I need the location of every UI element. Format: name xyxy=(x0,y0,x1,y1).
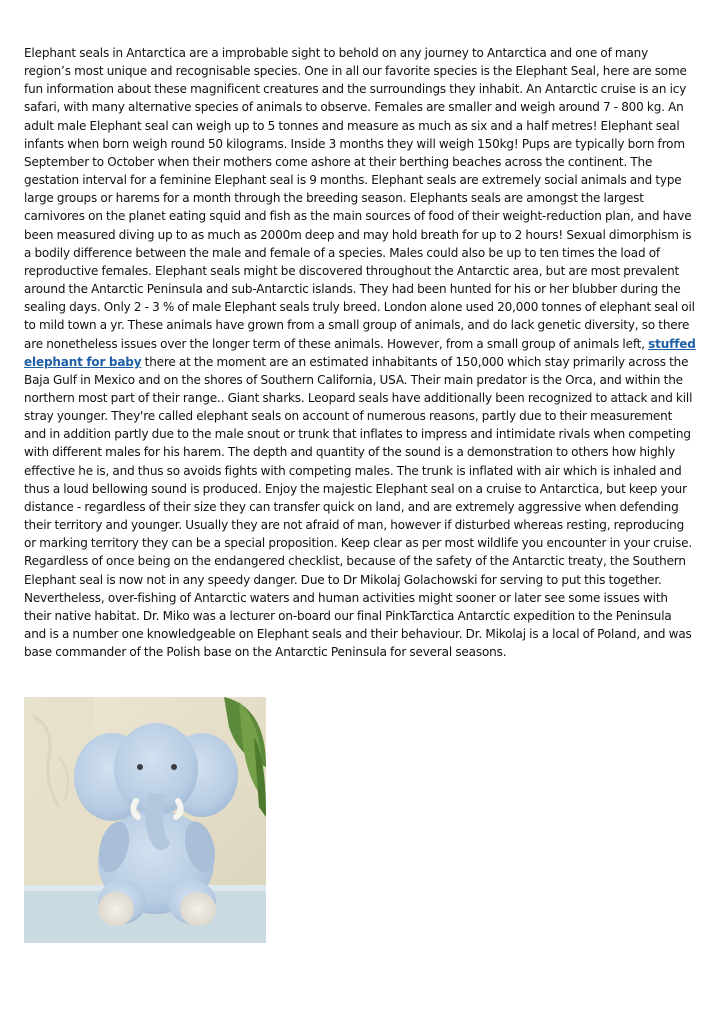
article-paragraph xyxy=(24,44,696,661)
article-text-after-link: there at the moment are an estimated inhabitants of 150,000 which stay primarily across the Baja Gulf in Mexico and on the shores of Southern California, USA. Their main predator is the Orca, and within the northern most part of their range.. Giant sharks. Leopard seals have additionally been recognized to attack and kill stray younger. They're called elephant seals on account of numerous reasons, partly due to their measurement and in addition partly due to the male snout or trunk that inflates to impress and intimidate rivals when competing with different males for his harem. The depth and quantity of the sound is a demonstration to others how highly effective he is, and thus so avoids fights with competing males. The trunk is inflated with air which is inhaled and thus a loud bellowing sound is produced. Enjoy the majestic Elephant seal on a cruise to Antarctica, but keep your distance - regardless of their size they can transfer quick on land, and are extremely aggressive when defending their territory and younger. Usually they are not afraid of man, however if disturbed whereas resting, reproducing or marking territory they can be a special proposition. Keep clear as per most wildlife you encounter in your cruise. Regardless of once being on the endangered checklist, because of the safety of the Antarctic treaty, the Southern Elephant seal is now not in any speedy danger. Due to Dr Mikolaj Golachowski for serving to put this together. Nevertheless, over-fishing of Antarctic waters and human activities might sooner or later see some issues with their native habitat. Dr. Miko was a lecturer on-board our final PinkTarctica Antarctic expedition to the Peninsula and is a number one knowledgeable on Elephant seals and their behaviour. Dr. Mikolaj is a local of Poland, and was base commander of the Polish base on the Antarctic Peninsula for several seasons. xyxy=(24,354,693,660)
stuffed-elephant-illustration xyxy=(24,697,266,943)
article-text-before-link: Elephant seals in Antarctica are a improbable sight to behold on any journey to Antarctica and one of many region’s most unique and recognisable species. One in all our favorite species is the Elephant Seal, here are some fun information about these magnificent creatures and the surroundings they inhabit. An Antarctic cruise is an icy safari, with many alternative species of animals to observe. Females are smaller and weigh around 7 - 800 kg. An adult male Elephant seal can weigh up to 5 tonnes and measure as much as six and a half metres! Elephant seal infants when born weigh round 50 kilograms. Inside 3 months they will weigh 150kg! Pups are typically born from September to October when their mothers come ashore at their berthing beaches across the continent. The gestation interval for a feminine Elephant seal is 9 months. Elephant seals are extremely social animals and type large groups or harems for a month through the breeding season. Elephants seals are amongst the largest carnivores on the planet eating squid and fish as the main sources of food of their weight-reduction plan, and have been measured diving up to as much as 2000m deep and may hold breath for up to 2 hours! Sexual dimorphism is a bodily difference between the male and female of a species. Males could also be up to ten times the load of reproductive females. Elephant seals might be discovered throughout the Antarctic area, but are most prevalent around the Antarctic Peninsula and sub-Antarctic islands. They had been hunted for his or her blubber during the sealing days. Only 2 - 3 % of male Elephant seals truly breed. London alone used 20,000 tonnes of elephant seal oil to mild town a yr. These animals have grown from a small group of animals, and do lack genetic diversity, so there are nonetheless issues over the longer term of these animals. However, from a small group of animals left, xyxy=(24,46,695,351)
stuffed-elephant-link[interactable]: stuffed elephant for baby xyxy=(24,336,696,369)
stuffed-elephant-photo xyxy=(24,697,266,943)
